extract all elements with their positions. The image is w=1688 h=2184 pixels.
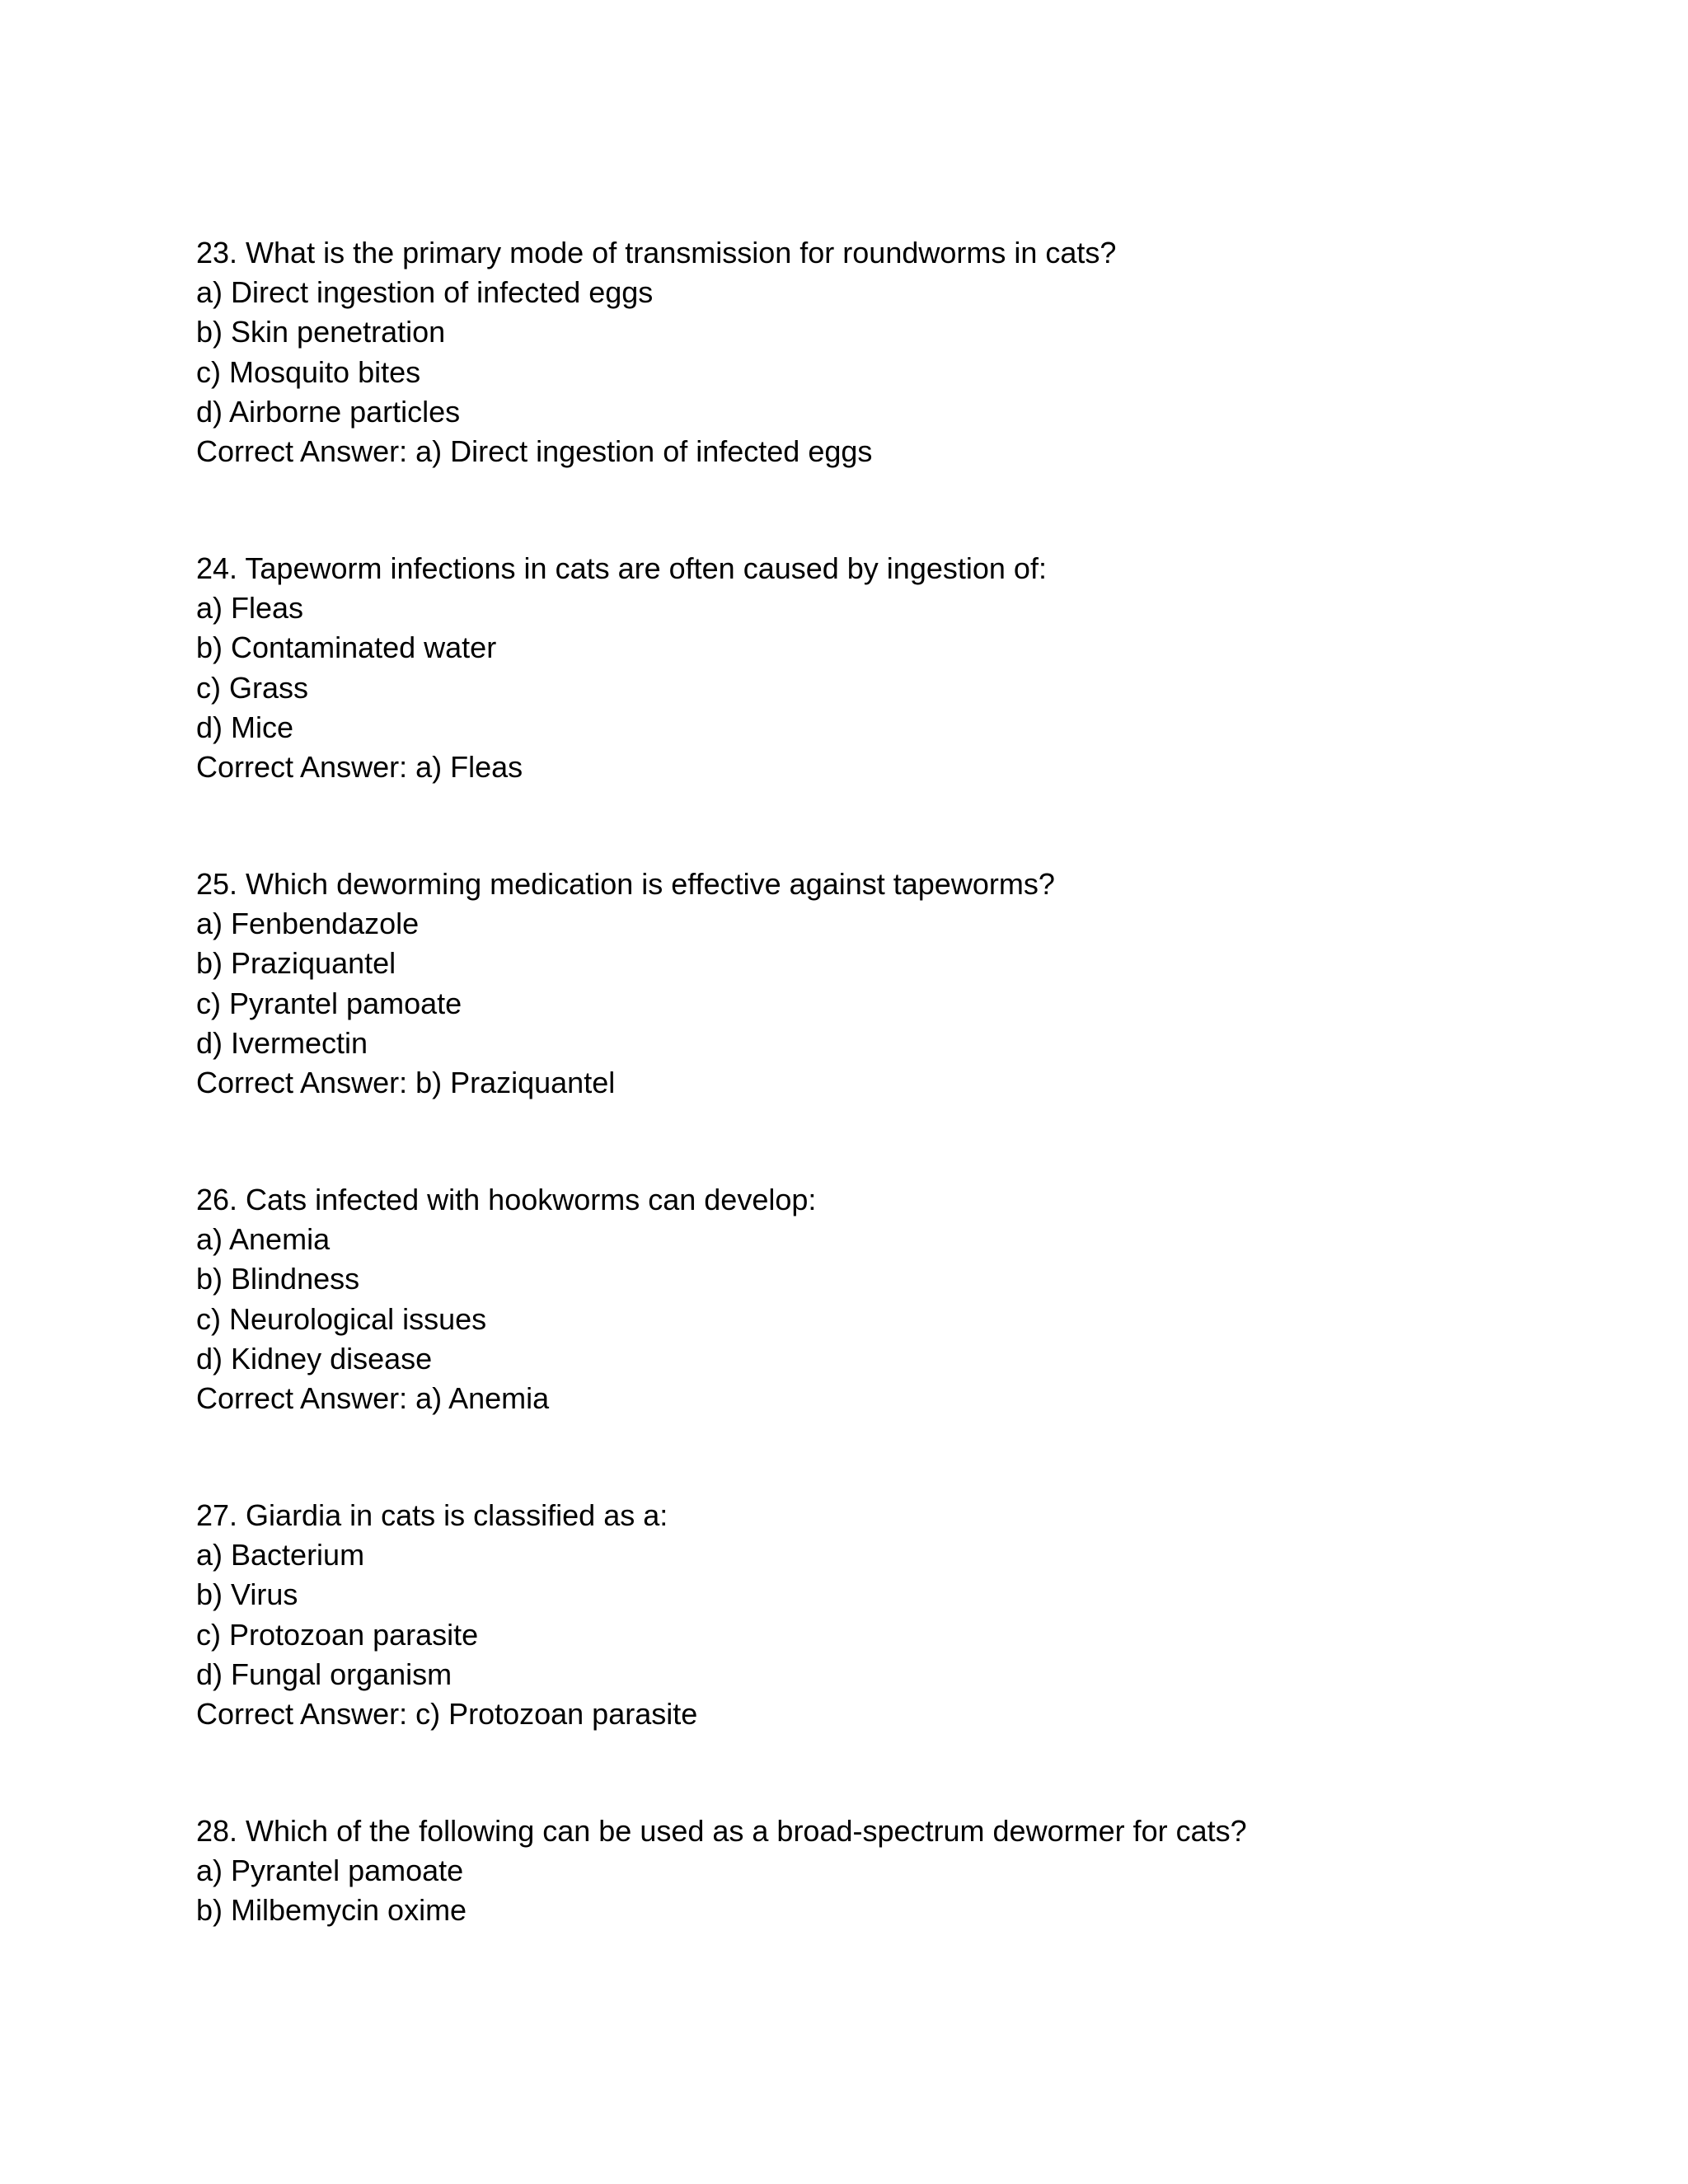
option-d: d) Kidney disease [196,1341,433,1376]
option-c: c) Grass [196,670,309,705]
option-a: a) Pyrantel pamoate [196,1854,464,1888]
correct-answer: Correct Answer: a) Fleas [196,750,523,785]
option-d: d) Fungal organism [196,1657,452,1691]
option-b: b) Virus [196,1577,298,1612]
option-d: d) Ivermectin [196,1025,368,1060]
question-26 [196,1180,1597,1418]
option-c: c) Protozoan parasite [196,1617,479,1652]
option-a: a) Fenbendazole [196,907,420,941]
correct-answer: Correct Answer: a) Direct ingestion of infected eggs [196,434,873,469]
option-b: b) Contaminated water [196,630,497,665]
question-25 [196,865,1597,1103]
option-c: c) Mosquito bites [196,354,421,389]
question-28 [196,1811,1597,1931]
option-c: c) Pyrantel pamoate [196,986,462,1020]
question-text: 28. Which of the following can be used as a broad-spectrum dewormer for cats? [196,1814,1247,1848]
correct-answer: Correct Answer: c) Protozoan parasite [196,1697,698,1732]
correct-answer: Correct Answer: b) Praziquantel [196,1066,616,1100]
question-text: 23. What is the primary mode of transmission for roundworms in cats? [196,236,1117,269]
option-a: a) Direct ingestion of infected eggs [196,275,654,310]
question-27 [196,1496,1597,1734]
option-b: b) Blindness [196,1262,360,1296]
option-a: a) Bacterium [196,1538,365,1572]
question-23 [196,233,1597,471]
question-text: 24. Tapeworm infections in cats are often caused by ingestion of: [196,551,1047,585]
question-text: 26. Cats infected with hookworms can develop: [196,1183,817,1216]
question-text: 25. Which deworming medication is effective against tapeworms? [196,867,1055,901]
option-b: b) Praziquantel [196,946,396,981]
question-24 [196,549,1597,787]
option-a: a) Anemia [196,1222,331,1257]
option-c: c) Neurological issues [196,1301,487,1336]
option-d: d) Airborne particles [196,394,461,429]
option-b: b) Milbemycin oxime [196,1893,467,1928]
option-a: a) Fleas [196,591,304,626]
correct-answer: Correct Answer: a) Anemia [196,1381,550,1416]
option-b: b) Skin penetration [196,315,446,349]
option-d: d) Mice [196,710,294,744]
question-text: 27. Giardia in cats is classified as a: [196,1498,668,1532]
